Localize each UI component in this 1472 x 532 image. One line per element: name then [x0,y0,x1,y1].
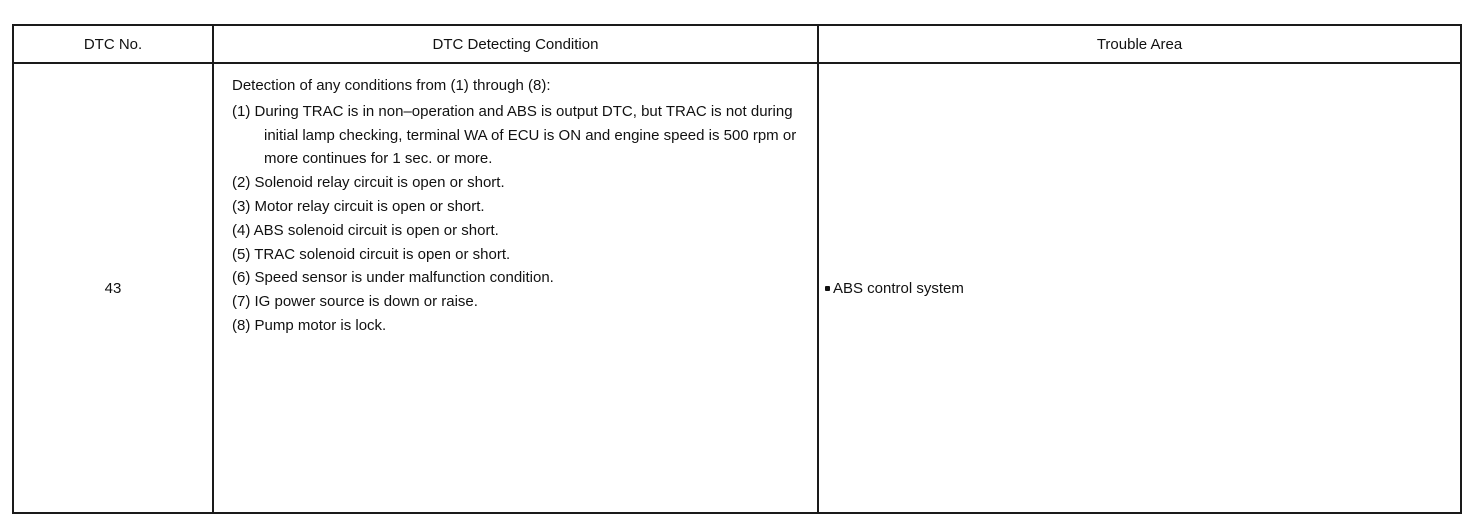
condition-content [214,64,817,338]
condition-item: (2) Solenoid relay circuit is open or short. [232,174,505,192]
condition-item: (3) Motor relay circuit is open or short. [232,197,485,215]
condition-item: (7) IG power source is down or raise. [232,293,478,311]
condition-list [232,100,809,338]
condition-intro: Detection of any conditions from (1) through (8): [232,77,551,94]
condition-cell [213,63,818,513]
bullet-icon [825,286,830,291]
condition-item: (1) During TRAC is in non–operation and ABS is output DTC, but TRAC is not during initial lamp checking, terminal WA of ECU is ON and engine speed is 500 rpm or more continues for 1 sec. or more. [232,102,797,168]
condition-item: (8) Pump motor is lock. [232,316,387,334]
header-dtc-no: DTC No. [13,25,213,63]
trouble-area-cell [818,63,1461,513]
dtc-number-cell: 43 [13,63,213,513]
condition-item: (4) ABS solenoid circuit is open or short. [232,221,499,239]
table-header-row [13,25,1461,63]
trouble-area-content [819,280,1460,297]
header-detecting-condition: DTC Detecting Condition [213,25,818,63]
trouble-area-text: ABS control system [833,279,964,297]
condition-item: (6) Speed sensor is under malfunction condition. [232,269,554,287]
condition-item: (5) TRAC solenoid circuit is open or short. [232,245,511,263]
table-row [13,63,1461,513]
header-trouble-area: Trouble Area [818,25,1461,63]
dtc-table [12,24,1462,514]
